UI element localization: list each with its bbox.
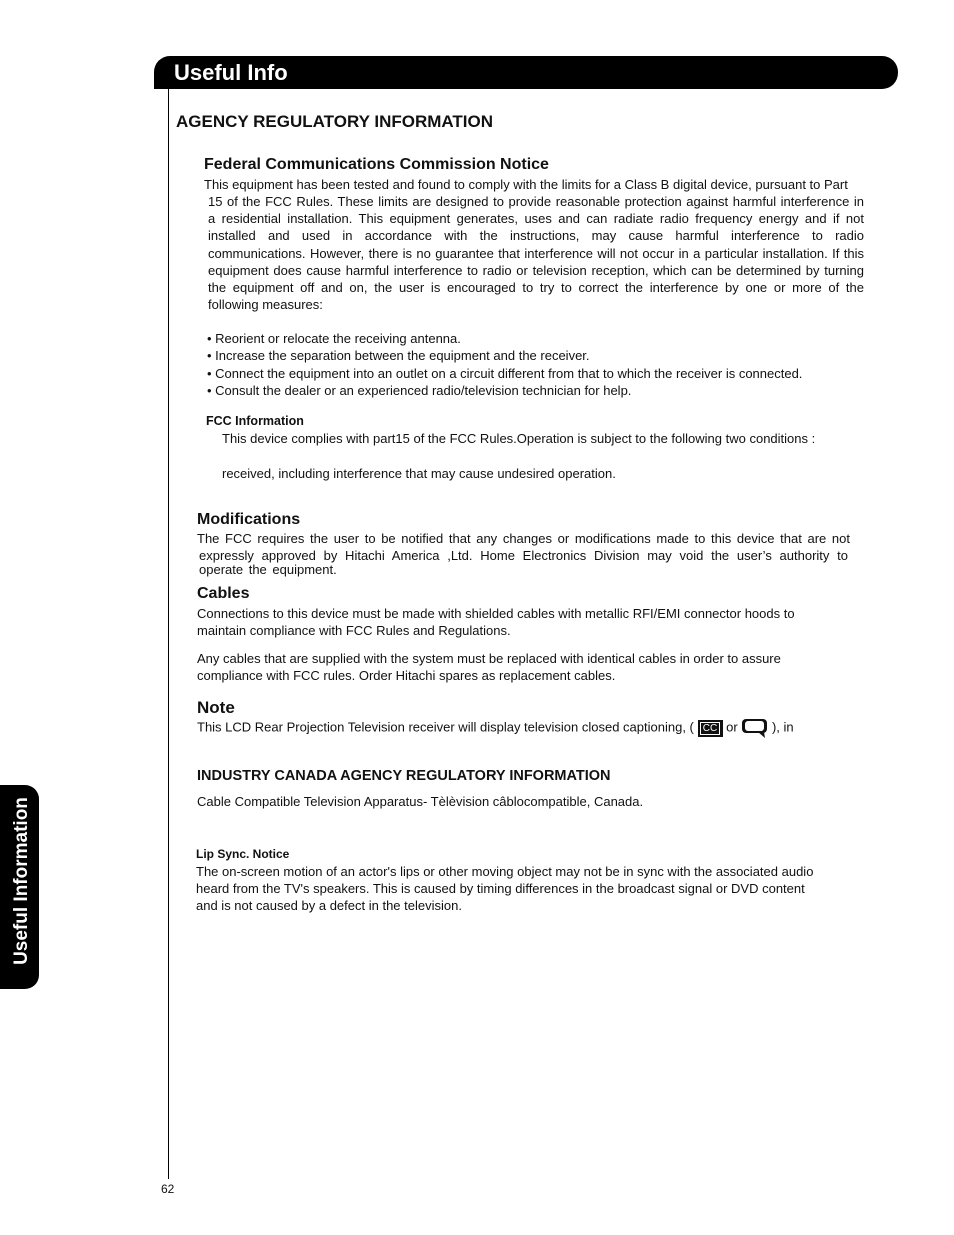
note-text-or: or — [726, 719, 738, 735]
lip-sync-line: The on-screen motion of an actor's lips or other moving object may not be in sync with the associated audio — [196, 864, 814, 879]
fcc-notice-line: a residential installation. This equipment generates, uses and can radiate radio frequency energy and if not — [208, 211, 864, 226]
fcc-notice-line: installed and used in accordance with the instructions, may cause harmful interference to radio — [208, 228, 864, 243]
page-title: Useful Info — [174, 60, 288, 85]
bullet-item: • Consult the dealer or an experienced radio/television technician for help. — [207, 383, 632, 398]
page-number: 62 — [161, 1182, 175, 1196]
modifications-line: expressly approved by Hitachi America ,Ltd. Home Electronics Division may void the user’s authority to — [199, 548, 848, 563]
fcc-notice-line: communications. However, there is no guarantee that interference will not occur in a particular installation. If this — [208, 246, 864, 261]
side-tab — [0, 785, 39, 989]
note-text-after: ), in — [771, 719, 794, 735]
fcc-notice-line: This equipment has been tested and found to comply with the limits for a Class B digital device, pursuant to Part — [204, 177, 848, 192]
note-text — [197, 718, 794, 738]
modifications-line: operate the equipment. — [199, 562, 337, 577]
cables-line: compliance with FCC rules. Order Hitachi spares as replacement cables. — [197, 668, 616, 683]
fcc-info-line: received, including interference that may cause undesired operation. — [222, 466, 616, 481]
note-text-before: This LCD Rear Projection Television receiver will display television closed captioning, ( — [197, 719, 694, 735]
cables-line: maintain compliance with FCC Rules and Regulations. — [197, 623, 511, 638]
margin-rule — [168, 89, 169, 1179]
fcc-notice-line: following measures: — [208, 297, 323, 312]
lip-sync-heading: Lip Sync. Notice — [196, 847, 290, 861]
bullet-item: • Increase the separation between the equipment and the receiver. — [207, 348, 590, 363]
cables-line: Any cables that are supplied with the system must be replaced with identical cables in order to assure — [197, 651, 781, 666]
speech-bubble-icon — [741, 718, 768, 738]
fcc-notice-line: the equipment off and on, the user is encouraged to try to correct the interference by one or more of the — [208, 280, 864, 295]
lip-sync-line: heard from the TV's speakers. This is caused by timing differences in the broadcast signal or DVD content — [196, 881, 805, 896]
fcc-notice-line: 15 of the FCC Rules. These limits are designed to provide reasonable protection against harmful interference in — [208, 194, 864, 209]
cables-line: Connections to this device must be made with shielded cables with metallic RFI/EMI connector hoods to — [197, 606, 795, 621]
bullet-item: • Connect the equipment into an outlet on a circuit different from that to which the receiver is connected. — [207, 366, 803, 381]
closed-caption-icon — [698, 720, 723, 737]
industry-canada-text: Cable Compatible Television Apparatus- Tèlèvision câblocompatible, Canada. — [197, 794, 644, 809]
bullet-item: • Reorient or relocate the receiving antenna. — [207, 331, 461, 346]
fcc-notice-heading: Federal Communications Commission Notice — [204, 156, 549, 173]
cc-label: CC — [700, 722, 720, 735]
note-heading: Note — [197, 698, 235, 717]
fcc-info-heading: FCC Information — [206, 414, 304, 428]
agency-heading: AGENCY REGULATORY INFORMATION — [176, 112, 494, 131]
modifications-heading: Modifications — [197, 511, 301, 528]
industry-canada-heading: INDUSTRY CANADA AGENCY REGULATORY INFORMATION — [197, 768, 611, 784]
side-tab-label: Useful Information — [11, 797, 32, 965]
fcc-info-line: This device complies with part15 of the FCC Rules.Operation is subject to the following two conditions : — [222, 431, 816, 446]
header-bar — [154, 56, 898, 89]
lip-sync-line: and is not caused by a defect in the television. — [196, 898, 462, 913]
modifications-line: The FCC requires the user to be notified that any changes or modifications made to this device that are not — [197, 531, 850, 546]
cables-heading: Cables — [197, 585, 250, 602]
fcc-notice-line: equipment does cause harmful interference to radio or television reception, which can be determined by turning — [208, 263, 864, 278]
